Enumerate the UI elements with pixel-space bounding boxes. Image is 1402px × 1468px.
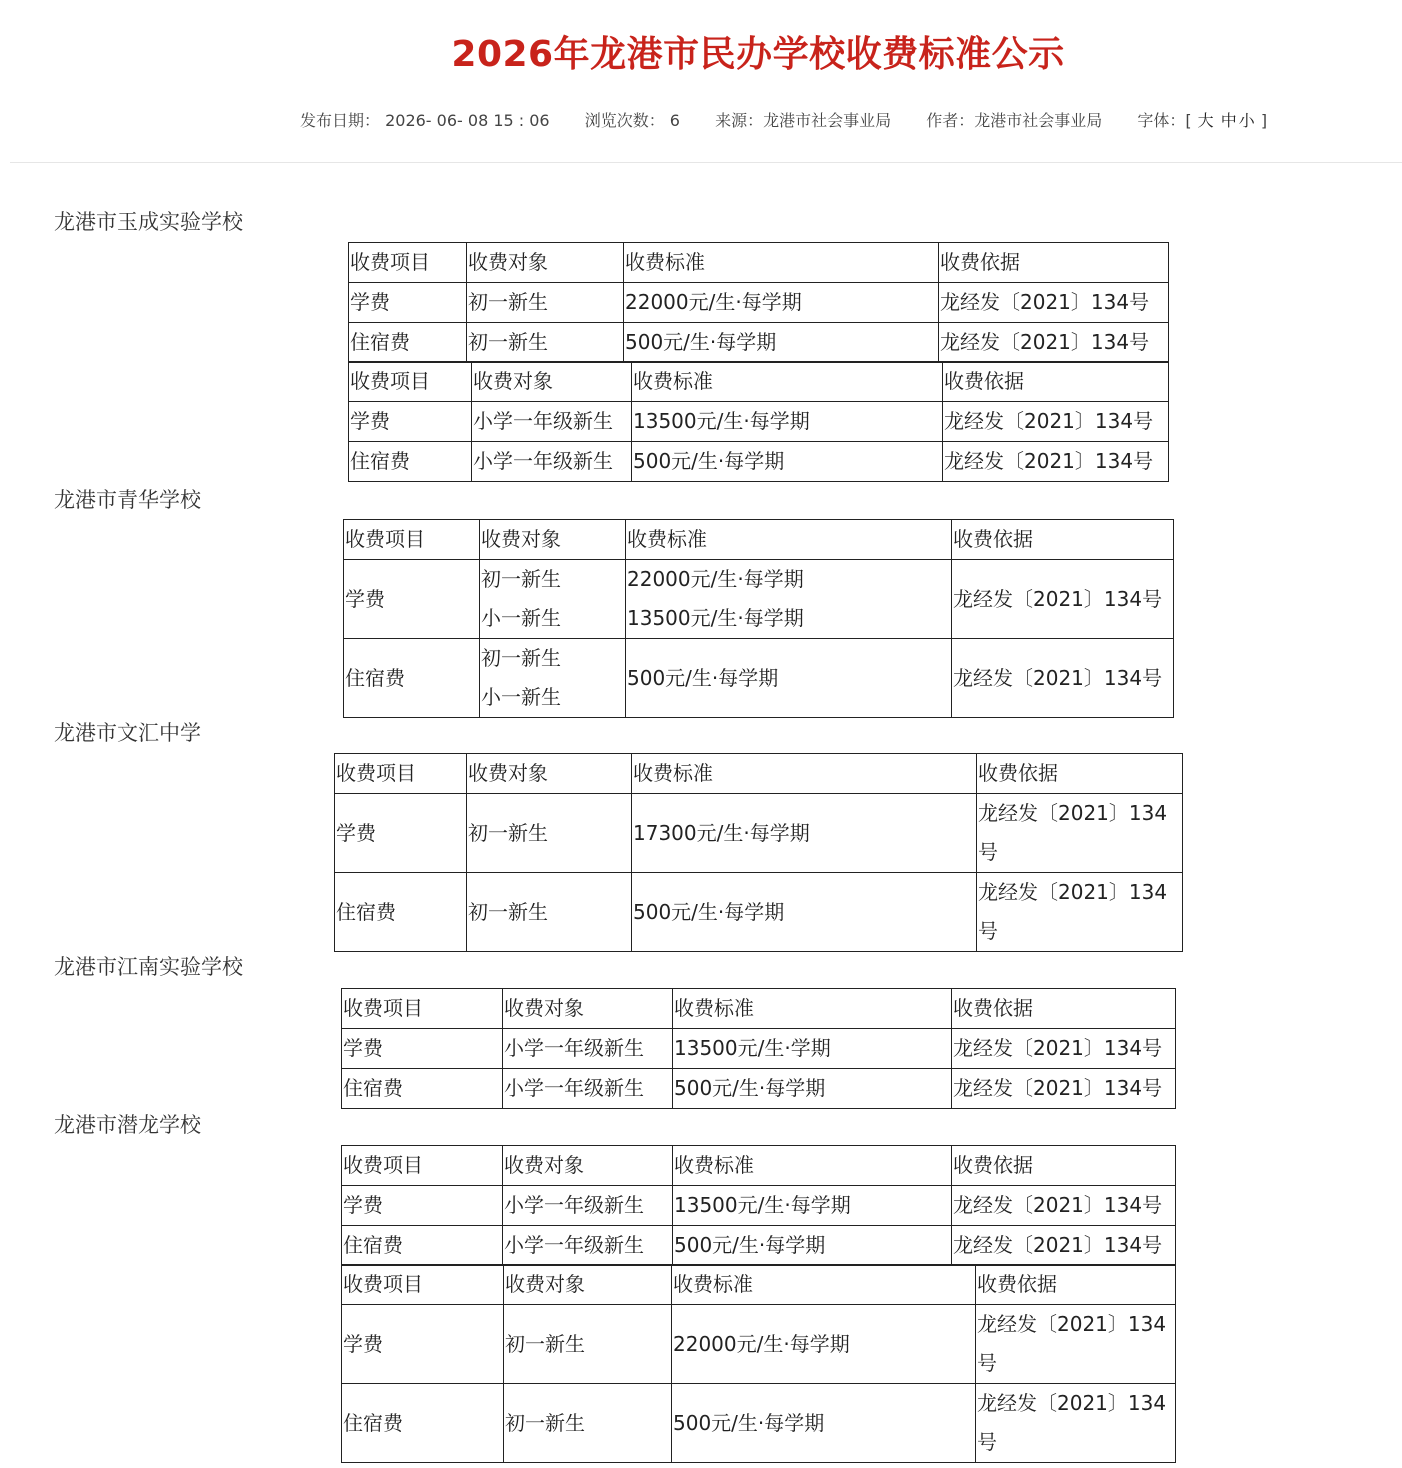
table-row: [349, 442, 1169, 482]
school-name-qinghua: 龙港市青华学校: [54, 488, 201, 512]
fee-standard-cell: 22000元/生·每学期: [624, 283, 939, 323]
publish-date: 发布日期： 2026- 06- 08 15 : 06: [300, 111, 550, 130]
header-cell: 收费对象: [472, 362, 632, 402]
table-row: [342, 1384, 1176, 1463]
fee-standard-cell: 13500元/生·学期: [673, 1029, 952, 1069]
fee-item-cell: 住宿费: [342, 1069, 503, 1109]
fee-standard-cell: 500元/生·每学期: [672, 1384, 976, 1463]
fee-item-cell: 住宿费: [335, 873, 467, 952]
font-large-button[interactable]: 大: [1197, 111, 1214, 130]
fee-item-cell: 住宿费: [349, 323, 467, 363]
fee-standard-cell: [626, 560, 952, 639]
table-row: [349, 323, 1169, 363]
fee-item-cell: 学费: [342, 1029, 503, 1069]
header-cell: 收费项目: [335, 754, 467, 794]
fee-target-cell: [480, 560, 626, 639]
fee-standard-cell: 13500元/生·每学期: [673, 1186, 952, 1226]
table-row: [342, 1226, 1176, 1266]
font-size-control: [1137, 111, 1267, 130]
fee-standard-cell: 17300元/生·每学期: [632, 794, 977, 873]
header-cell: 收费标准: [624, 243, 939, 283]
fee-table-qianlong-primary: [341, 1145, 1176, 1266]
page-title: 2026年龙港市民办学校收费标准公示: [451, 34, 1065, 75]
fee-table-jiangnan: [341, 988, 1176, 1109]
table-row: [335, 873, 1183, 952]
header-cell: 收费项目: [342, 989, 503, 1029]
fee-basis-cell: 龙经发〔2021〕134号: [952, 1186, 1176, 1226]
school-name-qianlong: 龙港市潜龙学校: [54, 1113, 201, 1137]
header-cell: 收费依据: [952, 520, 1174, 560]
fee-target-cell: 小学一年级新生: [503, 1226, 673, 1266]
fee-target-cell: 小学一年级新生: [472, 442, 632, 482]
table-row: [342, 1186, 1176, 1226]
table-header-row: [342, 1265, 1176, 1305]
fee-target-line: 小一新生: [481, 606, 561, 630]
fee-standard-cell: 500元/生·每学期: [673, 1226, 952, 1266]
table-header-row: [349, 362, 1169, 402]
fee-basis-cell: 龙经发〔2021〕134号: [977, 794, 1183, 873]
fee-target-cell: 初一新生: [504, 1384, 672, 1463]
fee-basis-cell: 龙经发〔2021〕134号: [939, 283, 1169, 323]
fee-target-line: 初一新生: [481, 567, 561, 591]
table-row: [349, 283, 1169, 323]
fee-target-cell: 初一新生: [467, 794, 632, 873]
fee-table-wenhui: [334, 753, 1183, 952]
header-cell: 收费依据: [943, 362, 1169, 402]
fee-basis-cell: 龙经发〔2021〕134号: [977, 873, 1183, 952]
font-size-label: 字体：: [1137, 111, 1186, 130]
fee-item-cell: 学费: [335, 794, 467, 873]
header-cell: 收费对象: [467, 243, 624, 283]
header-cell: 收费对象: [467, 754, 632, 794]
fee-table-yucheng-junior: [348, 242, 1169, 363]
fee-basis-cell: 龙经发〔2021〕134号: [976, 1384, 1176, 1463]
table-row: [342, 1069, 1176, 1109]
header-cell: 收费依据: [976, 1265, 1176, 1305]
font-bracket-open: [: [1185, 111, 1192, 130]
school-name-wenhui: 龙港市文汇中学: [54, 721, 201, 745]
fee-standard-cell: 500元/生·每学期: [626, 639, 952, 718]
fee-target-cell: 初一新生: [467, 873, 632, 952]
fee-target-cell: 初一新生: [504, 1305, 672, 1384]
header-divider: [10, 162, 1402, 163]
table-header-row: [342, 989, 1176, 1029]
fee-standard-line: 13500元/生·每学期: [627, 606, 804, 630]
fee-standard-line: 22000元/生·每学期: [627, 567, 804, 591]
header-cell: 收费标准: [626, 520, 952, 560]
fee-target-cell: 初一新生: [467, 323, 624, 363]
header-cell: 收费对象: [480, 520, 626, 560]
fee-item-cell: 学费: [342, 1186, 503, 1226]
fee-item-cell: 学费: [344, 560, 480, 639]
header-cell: 收费标准: [672, 1265, 976, 1305]
article-meta: [300, 108, 1267, 134]
header-cell: 收费项目: [349, 243, 467, 283]
fee-item-cell: 住宿费: [342, 1384, 504, 1463]
school-name-yucheng: 龙港市玉成实验学校: [54, 210, 243, 234]
fee-item-cell: 住宿费: [342, 1226, 503, 1266]
view-count: 浏览次数： 6: [584, 111, 680, 130]
table-row: [344, 560, 1174, 639]
fee-basis-cell: 龙经发〔2021〕134号: [939, 323, 1169, 363]
table-header-row: [344, 520, 1174, 560]
header-cell: 收费项目: [342, 1146, 503, 1186]
font-medium-button[interactable]: 中: [1220, 111, 1237, 130]
fee-basis-cell: 龙经发〔2021〕134号: [976, 1305, 1176, 1384]
fee-item-cell: 学费: [342, 1305, 504, 1384]
fee-standard-cell: 22000元/生·每学期: [672, 1305, 976, 1384]
header-cell: 收费标准: [632, 362, 943, 402]
header-cell: 收费依据: [952, 989, 1176, 1029]
header-cell: 收费依据: [952, 1146, 1176, 1186]
fee-basis-cell: 龙经发〔2021〕134号: [952, 639, 1174, 718]
header-cell: 收费依据: [977, 754, 1183, 794]
table-row: [342, 1029, 1176, 1069]
school-name-jiangnan: 龙港市江南实验学校: [54, 955, 243, 979]
fee-target-line: 小一新生: [481, 685, 561, 709]
table-row: [349, 402, 1169, 442]
fee-basis-cell: 龙经发〔2021〕134号: [952, 1029, 1176, 1069]
fee-target-cell: 小学一年级新生: [503, 1069, 673, 1109]
article-author: 作者：龙港市社会事业局: [926, 111, 1103, 130]
fee-target-cell: 初一新生: [467, 283, 624, 323]
fee-table-yucheng-primary: [348, 361, 1169, 482]
font-small-button[interactable]: 小: [1238, 111, 1255, 130]
header-cell: 收费依据: [939, 243, 1169, 283]
fee-table-qinghua: [343, 519, 1174, 718]
fee-standard-cell: 13500元/生·每学期: [632, 402, 943, 442]
fee-table-qianlong-junior: [341, 1264, 1176, 1463]
fee-basis-cell: 龙经发〔2021〕134号: [943, 402, 1169, 442]
header-cell: 收费对象: [503, 989, 673, 1029]
header-cell: 收费项目: [344, 520, 480, 560]
fee-standard-cell: 500元/生·每学期: [632, 873, 977, 952]
fee-basis-cell: 龙经发〔2021〕134号: [943, 442, 1169, 482]
fee-item-cell: 住宿费: [344, 639, 480, 718]
table-row: [344, 639, 1174, 718]
fee-target-line: 初一新生: [481, 646, 561, 670]
header-cell: 收费项目: [342, 1265, 504, 1305]
fee-target-cell: 小学一年级新生: [503, 1186, 673, 1226]
fee-standard-cell: 500元/生·每学期: [624, 323, 939, 363]
fee-standard-cell: 500元/生·每学期: [632, 442, 943, 482]
fee-target-cell: [480, 639, 626, 718]
table-header-row: [335, 754, 1183, 794]
header-cell: 收费标准: [632, 754, 977, 794]
header-cell: 收费对象: [503, 1146, 673, 1186]
fee-item-cell: 住宿费: [349, 442, 472, 482]
table-row: [342, 1305, 1176, 1384]
table-row: [335, 794, 1183, 873]
header-cell: 收费对象: [504, 1265, 672, 1305]
header-cell: 收费标准: [673, 989, 952, 1029]
header-cell: 收费项目: [349, 362, 472, 402]
fee-standard-cell: 500元/生·每学期: [673, 1069, 952, 1109]
fee-target-cell: 小学一年级新生: [503, 1029, 673, 1069]
article-source: 来源：龙港市社会事业局: [715, 111, 892, 130]
fee-basis-cell: 龙经发〔2021〕134号: [952, 560, 1174, 639]
fee-basis-cell: 龙经发〔2021〕134号: [952, 1226, 1176, 1266]
fee-target-cell: 小学一年级新生: [472, 402, 632, 442]
fee-basis-cell: 龙经发〔2021〕134号: [952, 1069, 1176, 1109]
header-cell: 收费标准: [673, 1146, 952, 1186]
fee-item-cell: 学费: [349, 402, 472, 442]
table-header-row: [349, 243, 1169, 283]
table-header-row: [342, 1146, 1176, 1186]
font-bracket-close: ]: [1260, 111, 1268, 130]
fee-item-cell: 学费: [349, 283, 467, 323]
